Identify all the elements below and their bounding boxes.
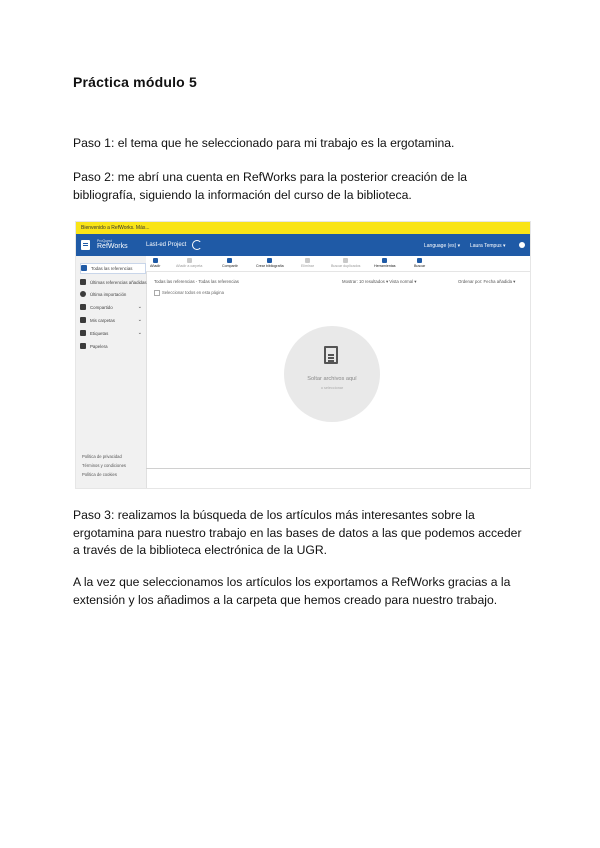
sidebar-item-tags[interactable] (80, 329, 144, 338)
trash-icon (80, 343, 86, 349)
trash-icon (305, 258, 310, 263)
refworks-logo-icon (81, 240, 90, 250)
share-button[interactable] (222, 258, 238, 268)
refworks-screenshot (75, 221, 531, 489)
quote-icon (267, 258, 272, 263)
drop-zone-sublabel[interactable]: o seleccionar (320, 386, 344, 390)
duplicates-icon (343, 258, 348, 263)
help-icon[interactable] (519, 242, 525, 248)
brand-name: RefWorks (97, 243, 128, 250)
sidebar-item-shared[interactable] (80, 303, 144, 312)
sidebar-item-label: Última importación (90, 292, 127, 297)
welcome-banner (76, 222, 530, 234)
tool-label: Compartir (222, 264, 238, 268)
top-navigation-bar (76, 234, 530, 256)
refresh-icon[interactable] (192, 240, 202, 250)
sidebar-item-folders[interactable] (80, 316, 144, 325)
language-menu[interactable]: Language (es) ▾ (424, 243, 461, 249)
reference-filter[interactable]: Todas las referencias - Todas las referencias (154, 279, 239, 284)
sidebar-item-label: Últimas referencias añadidas (90, 280, 147, 285)
wrench-icon (382, 258, 387, 263)
list-icon (80, 279, 86, 285)
search-icon (417, 258, 422, 263)
share-icon (227, 258, 232, 263)
tool-label: Buscar (414, 264, 426, 268)
create-bibliography-button[interactable] (256, 258, 284, 268)
paragraph-line: bibliografía, siguiendo la información del curso de la biblioteca. (73, 187, 412, 202)
file-drop-zone[interactable] (284, 326, 380, 422)
search-button[interactable] (414, 258, 425, 268)
paragraph-line: extensión y los añadimos a la carpeta que hemos creado para nuestro trabajo. (73, 592, 498, 607)
paragraph-step-1 (73, 135, 543, 153)
plus-icon (153, 258, 158, 263)
tool-label: Buscar duplicados (331, 264, 361, 268)
tools-button[interactable] (374, 258, 396, 268)
sidebar-item-label: Compartido (90, 305, 113, 310)
chevron-down-icon[interactable]: ⌄ (137, 304, 142, 310)
paragraph-line: Paso 3: realizamos la búsqueda de los artículos más interesantes sobre la (73, 508, 475, 522)
paragraph-step-4 (73, 574, 543, 609)
project-selector[interactable]: Last-ed Project (146, 242, 187, 248)
terms-link[interactable]: Términos y condiciones (82, 463, 126, 468)
tool-label: Crear bibliografía (256, 264, 284, 268)
user-menu[interactable]: Laura Tempus ▾ (470, 243, 506, 249)
sidebar-item-trash[interactable] (80, 342, 144, 351)
toolbar (146, 256, 530, 272)
sidebar-item-last-import[interactable] (80, 290, 144, 299)
tool-label: Añadir a carpeta (176, 264, 203, 268)
tool-label: Herramientas (374, 264, 396, 268)
paragraph-line: a través de la biblioteca electrónica de la UGR. (73, 543, 328, 558)
sidebar-item-recent-added[interactable] (80, 278, 147, 287)
paragraph-step-2 (73, 169, 543, 204)
paragraph-line: Paso 2: me abrí una cuenta en RefWorks para la posterior creación de la (73, 170, 468, 184)
sidebar-item-label: Mis carpetas (90, 318, 115, 323)
brand-publisher: ProQuest (97, 239, 112, 243)
tool-label: Eliminar (301, 264, 314, 268)
view-options[interactable]: Mostrar: 10 resultados ▾ Vista normal ▾ (342, 279, 417, 284)
document-icon (81, 265, 87, 271)
people-icon (80, 304, 86, 310)
divider (146, 468, 530, 469)
paragraph-step-3 (73, 507, 543, 560)
sidebar-item-all-references[interactable] (80, 263, 146, 274)
document-icon (324, 346, 338, 364)
select-all-label: Seleccionar todos en esta página (162, 290, 224, 295)
cookies-link[interactable]: Política de cookies (82, 472, 117, 477)
drop-zone-label: Soltar archivos aquí (307, 376, 357, 382)
select-all-checkbox[interactable] (154, 290, 160, 296)
paragraph-line: A la vez que seleccionamos los artículos los exportamos a RefWorks gracias a la (73, 575, 511, 589)
chevron-down-icon[interactable]: ⌄ (137, 330, 142, 336)
chevron-down-icon[interactable]: ⌄ (137, 317, 142, 323)
paragraph-line: ergotamina para nuestro trabajo en las bases de datos a las que podemos acceder (73, 525, 522, 540)
privacy-link[interactable]: Política de privacidad (82, 454, 122, 459)
sidebar-item-label: Papelera (90, 344, 108, 349)
add-to-folder-button[interactable] (176, 258, 202, 268)
find-duplicates-button[interactable] (331, 258, 360, 268)
folder-icon (80, 317, 86, 323)
delete-button[interactable] (301, 258, 314, 268)
sidebar (76, 256, 147, 488)
sidebar-item-label: Etiquetas (90, 331, 109, 336)
paragraph-line: Paso 1: el tema que he seleccionado para mi trabajo es la ergotamina. (73, 136, 455, 150)
clock-icon (80, 291, 86, 297)
tool-label: Añadir (150, 264, 161, 268)
folder-icon (187, 258, 192, 263)
banner-text: Bienvenido a RefWorks. Más... (81, 225, 150, 231)
sidebar-item-label: Todas las referencias (91, 266, 133, 271)
tag-icon (80, 330, 86, 336)
add-button[interactable] (150, 258, 160, 268)
sort-selector[interactable]: Ordenar por: Fecha añadida ▾ (458, 279, 516, 284)
page-title: Práctica módulo 5 (73, 74, 197, 90)
